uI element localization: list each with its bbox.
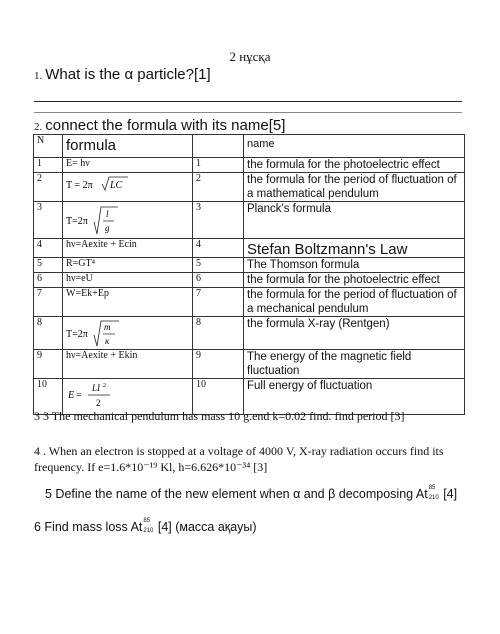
svg-text:m: m <box>104 322 111 332</box>
row-number: 2 <box>34 173 63 202</box>
table-row <box>34 350 465 379</box>
table-row <box>34 317 465 350</box>
row-number: 1 <box>34 158 63 173</box>
svg-text:l: l <box>106 209 109 219</box>
formula-name: Full energy of fluctuation <box>244 379 465 415</box>
isotope-bottom: 210 <box>143 528 154 534</box>
question-6-points: [4] (масса ақауы) <box>154 520 257 534</box>
name-number: 9 <box>193 350 244 379</box>
isotope-top: 85 <box>428 485 436 491</box>
question-6 <box>34 520 256 534</box>
name-number: 4 <box>193 239 244 258</box>
formula-name: The energy of the magnetic field fluctuation <box>244 350 465 379</box>
formula-name: The Thomson formula <box>244 258 465 273</box>
row-number: 4 <box>34 239 63 258</box>
row-number: 3 <box>34 202 63 239</box>
svg-text:=: = <box>76 390 82 401</box>
row-number: 10 <box>34 379 63 415</box>
variant-heading: 2 нұсқа <box>229 49 271 64</box>
svg-text:2: 2 <box>96 398 101 408</box>
question-4: 4 . When an electron is stopped at a voltage of 4000 V, X-ray radiation occurs find its frequency. If e=1.6*10⁻¹⁹ Kl, h=6.626*10⁻³⁴ [3] <box>34 444 444 474</box>
formula-cell: hν=eU <box>63 273 193 288</box>
row-number: 5 <box>34 258 63 273</box>
name-number: 1 <box>193 158 244 173</box>
row-number: 9 <box>34 350 63 379</box>
isotope-notation <box>142 520 154 532</box>
name-number: 2 <box>193 173 244 202</box>
header-n: N <box>34 135 63 158</box>
name-number: 10 <box>193 379 244 415</box>
svg-text:LI: LI <box>92 383 101 393</box>
formula-cell <box>63 317 193 350</box>
name-number: 7 <box>193 288 244 317</box>
row-number: 6 <box>34 273 63 288</box>
table-row <box>34 202 465 239</box>
table-header-row <box>34 135 465 158</box>
row-number: 7 <box>34 288 63 317</box>
table-row <box>34 173 465 202</box>
svg-text:T=2π: T=2π <box>66 216 88 227</box>
name-number: 6 <box>193 273 244 288</box>
formula-name: the formula for the period of fluctuation of a mechanical pendulum <box>244 288 465 317</box>
formula-name: the formula for the photoelectric effect <box>244 273 465 288</box>
header-formula: formula <box>63 135 193 158</box>
isotope-bottom: 210 <box>428 495 439 501</box>
question-3: 3 3 The mechanical pendulum has mass 10 g.end k=0.02 find. find period [3] <box>34 409 405 423</box>
isotope-notation <box>428 487 440 499</box>
formula-name: the formula for the photoelectric effect <box>244 158 465 173</box>
formula-spring-mk <box>66 319 146 349</box>
name-number: 8 <box>193 317 244 350</box>
formula-pendulum-lc <box>66 175 146 193</box>
svg-text:2: 2 <box>103 383 106 389</box>
question-2-number: 2. <box>34 121 43 133</box>
name-number: 5 <box>193 258 244 273</box>
svg-text:g: g <box>105 223 110 233</box>
name-number: 3 <box>193 202 244 239</box>
answer-line-2[interactable] <box>34 112 462 113</box>
formula-cell: hν=Aexite + Ecin <box>63 239 193 258</box>
question-2-text: connect the formula with its name[5] <box>45 117 286 134</box>
svg-text:E: E <box>68 390 75 401</box>
formula-cell: R=GT⁴ <box>63 258 193 273</box>
isotope-top: 85 <box>143 518 151 524</box>
formula-pendulum-lg <box>66 204 146 238</box>
formula-cell: E= hν <box>63 158 193 173</box>
table-row <box>34 258 465 273</box>
question-5 <box>45 487 457 501</box>
header-blank <box>193 135 244 158</box>
formula-name: Planck's formula <box>244 202 465 239</box>
svg-text:κ: κ <box>105 336 110 346</box>
formula-table <box>33 134 465 415</box>
table-row <box>34 158 465 173</box>
row-number: 8 <box>34 317 63 350</box>
table-row <box>34 288 465 317</box>
formula-name: Stefan Boltzmann's Law <box>244 239 465 258</box>
svg-text:T = 2π: T = 2π <box>66 180 93 191</box>
formula-cell: hν=Aexite + Ekin <box>63 350 193 379</box>
formula-cell <box>63 202 193 239</box>
table-row <box>34 239 465 258</box>
formula-name: the formula X-ray (Rentgen) <box>244 317 465 350</box>
answer-line-1[interactable] <box>34 101 462 102</box>
question-6-text: 6 Find mass loss At <box>34 520 143 534</box>
question-5-text: 5 Define the name of the new element when α and β decomposing At <box>45 487 428 501</box>
table-row <box>34 273 465 288</box>
formula-name: the formula for the period of fluctuation of a mathematical pendulum <box>244 173 465 202</box>
question-1-text: What is the α particle?[1] <box>45 66 211 83</box>
question-1 <box>34 66 211 83</box>
question-1-number: 1. <box>34 70 43 82</box>
header-name: name <box>244 135 465 158</box>
question-5-points: [4] <box>439 487 458 501</box>
question-2 <box>34 117 285 134</box>
svg-text:LC: LC <box>110 180 123 191</box>
formula-cell <box>63 173 193 202</box>
formula-cell: W=Ek+Ep <box>63 288 193 317</box>
svg-text:T=2π: T=2π <box>66 329 88 340</box>
